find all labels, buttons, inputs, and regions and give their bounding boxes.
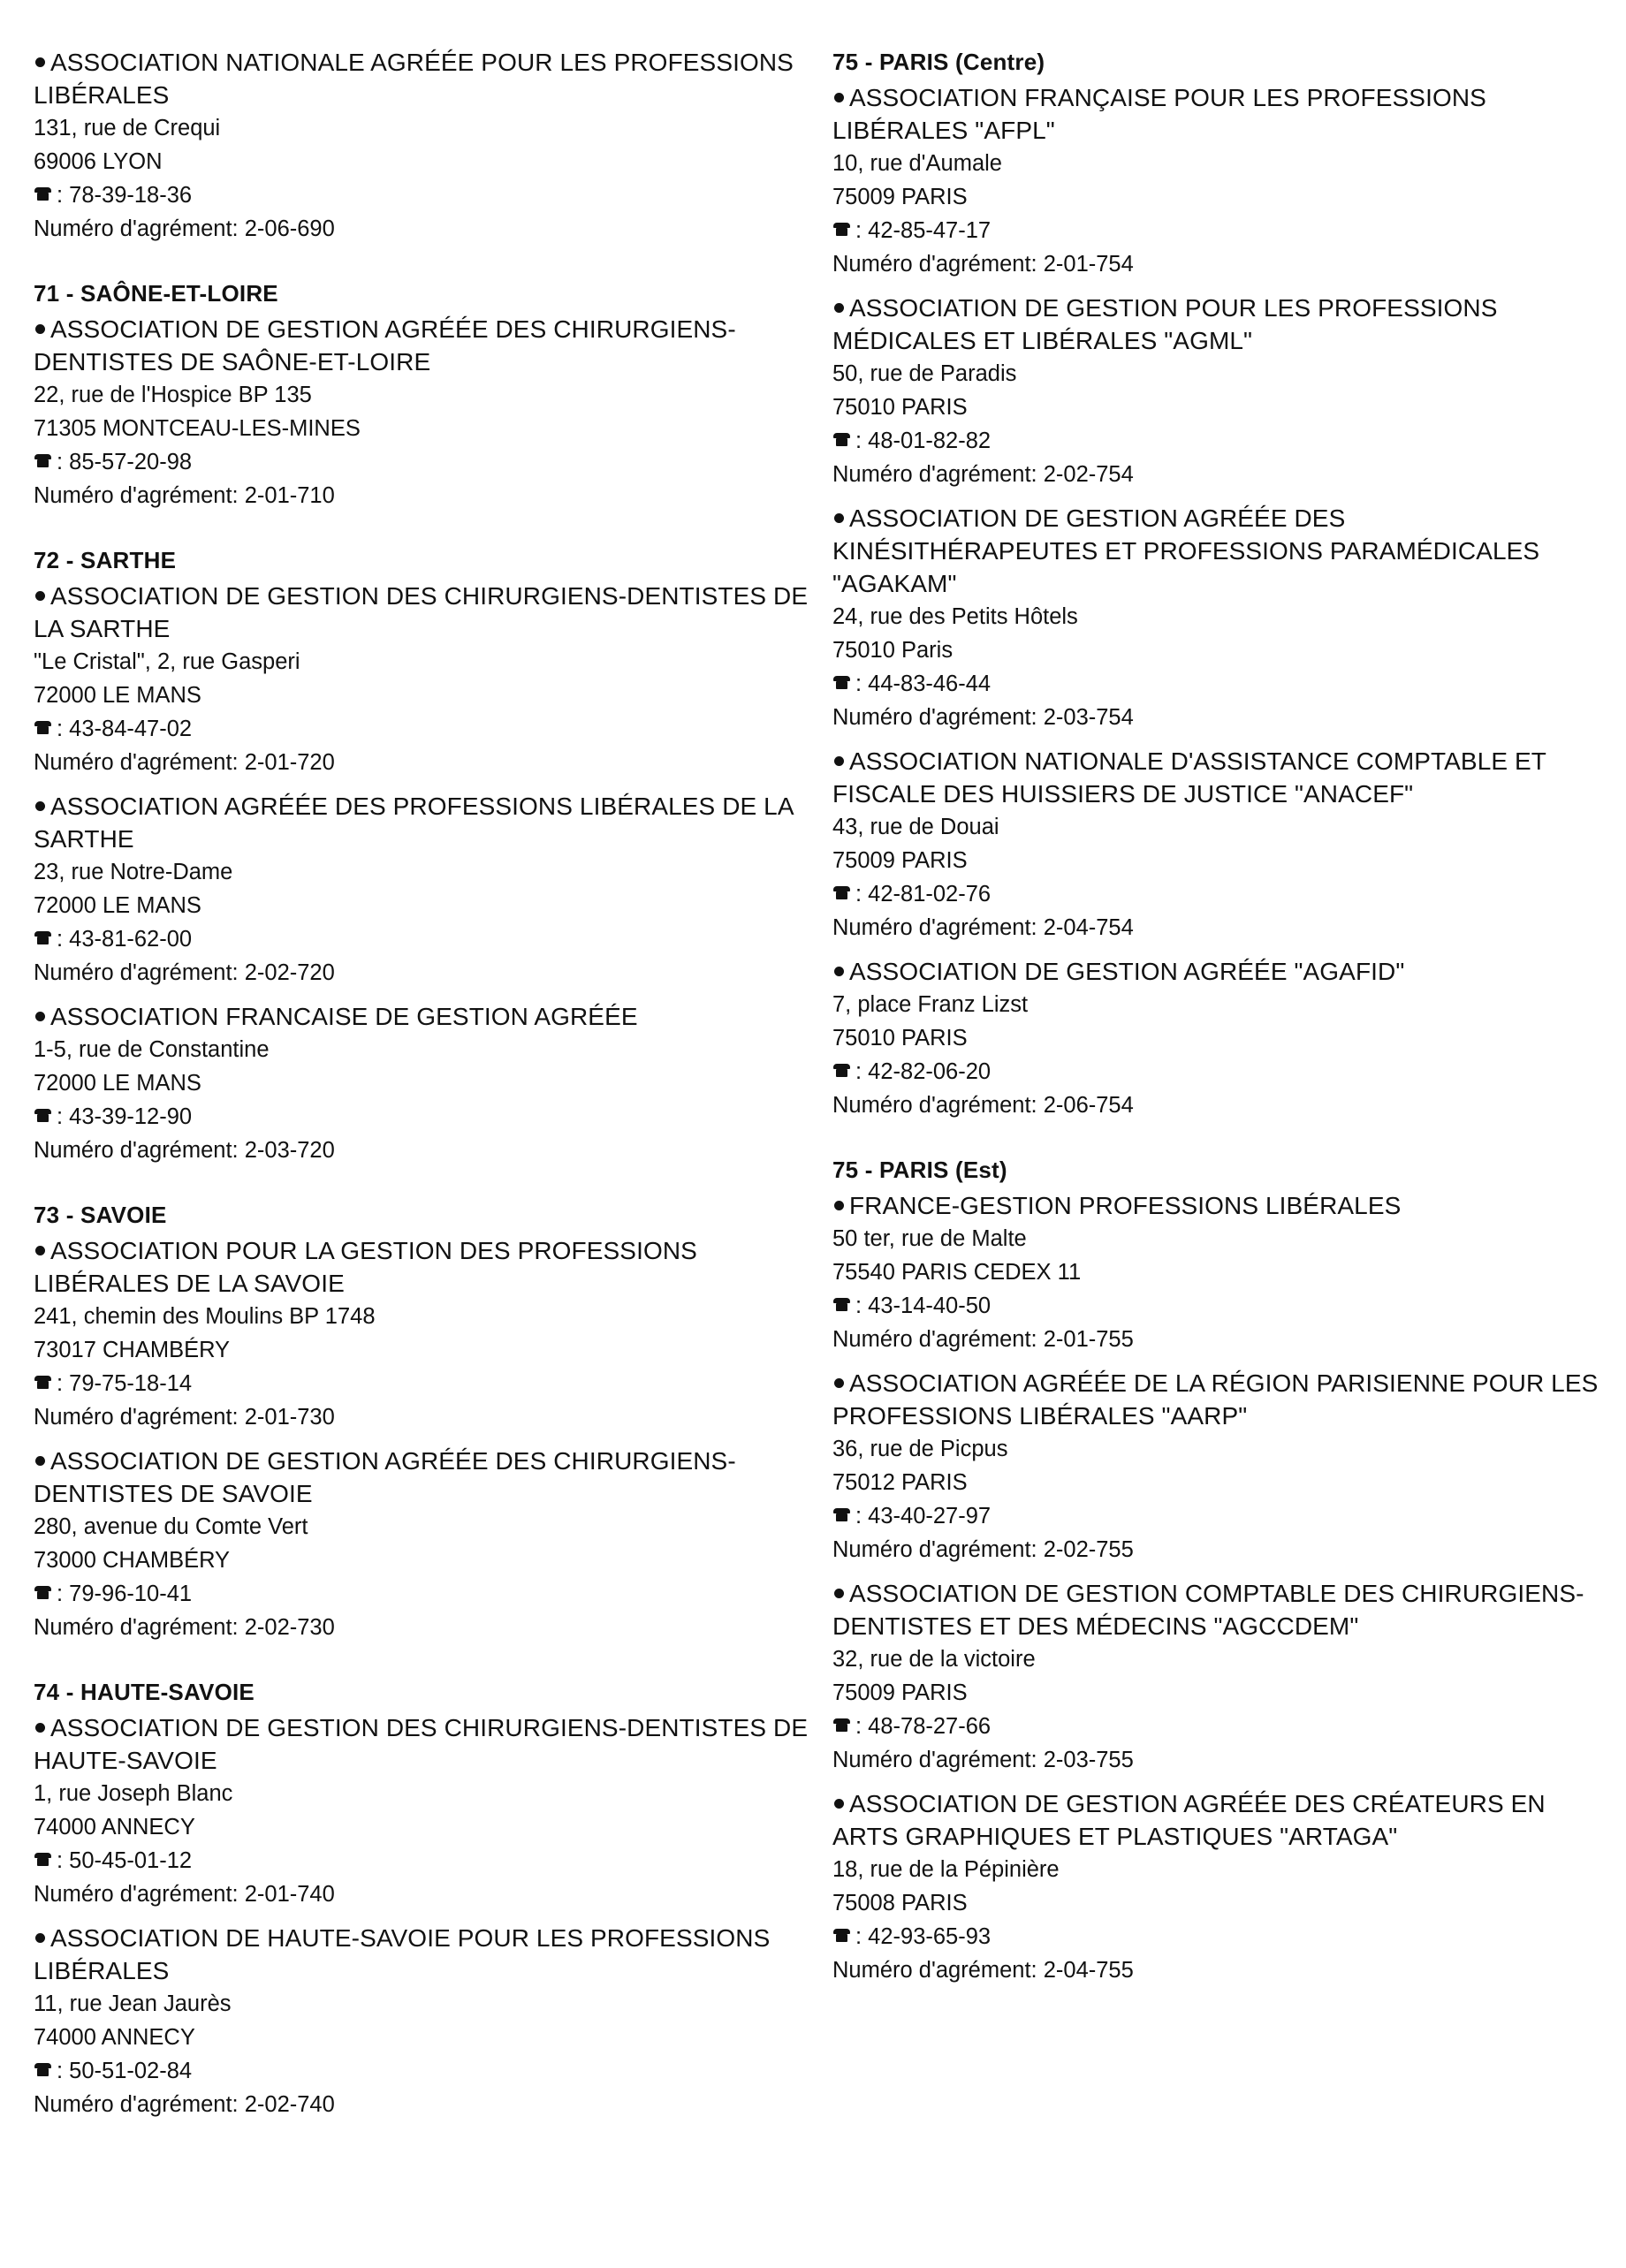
postal-city: 72000 LE MANS bbox=[34, 683, 201, 708]
association-name: ASSOCIATION DE GESTION COMPTABLE DES CHIRURGIENS-DENTISTES ET DES MÉDECINS "AGCCDEM" bbox=[832, 1580, 1584, 1640]
association-entry bbox=[832, 1577, 1610, 1777]
bullet-icon bbox=[35, 1456, 45, 1466]
bullet-icon bbox=[834, 93, 844, 102]
phone-number: : 79-96-10-41 bbox=[57, 1582, 193, 1606]
association-entry bbox=[832, 502, 1610, 734]
association-name-line bbox=[34, 1000, 811, 1033]
association-name-line bbox=[832, 955, 1610, 988]
phone-line bbox=[832, 1710, 1610, 1743]
agrement-number: Numéro d'agrément: 2-03-720 bbox=[34, 1138, 335, 1163]
association-entry bbox=[832, 745, 1610, 944]
association-name-line bbox=[832, 292, 1610, 357]
phone-number: : 43-39-12-90 bbox=[57, 1104, 193, 1129]
street-address: 10, rue d'Aumale bbox=[832, 151, 1002, 176]
department-section bbox=[34, 46, 811, 246]
phone-number: : 43-81-62-00 bbox=[57, 927, 193, 952]
association-name: ASSOCIATION DE GESTION AGRÉÉE DES CHIRURGIENS-DENTISTES DE SAVOIE bbox=[34, 1447, 736, 1507]
postal-city: 71305 MONTCEAU-LES-MINES bbox=[34, 416, 361, 441]
association-name: ASSOCIATION AGRÉÉE DES PROFESSIONS LIBÉRALES DE LA SARTHE bbox=[34, 793, 794, 853]
phone-line bbox=[832, 877, 1610, 911]
postal-city: 75010 PARIS bbox=[832, 1026, 968, 1051]
street-address: 50, rue de Paradis bbox=[832, 361, 1017, 386]
telephone-icon bbox=[34, 187, 51, 201]
bullet-icon bbox=[834, 967, 844, 976]
telephone-icon bbox=[34, 1853, 51, 1866]
street-address: 43, rue de Douai bbox=[832, 815, 999, 839]
association-entry bbox=[34, 46, 811, 246]
association-entry bbox=[34, 1445, 811, 1644]
phone-number: : 43-84-47-02 bbox=[57, 717, 193, 741]
phone-line bbox=[832, 1055, 1610, 1088]
agrement-number: Numéro d'agrément: 2-01-754 bbox=[832, 252, 1134, 277]
association-entry bbox=[34, 313, 811, 512]
agrement-number: Numéro d'agrément: 2-03-755 bbox=[832, 1748, 1134, 1772]
association-name: ASSOCIATION DE GESTION AGRÉÉE DES KINÉSITHÉRAPEUTES ET PROFESSIONS PARAMÉDICALES "AGAKAM" bbox=[832, 504, 1540, 597]
agrement-number: Numéro d'agrément: 2-01-720 bbox=[34, 750, 335, 775]
department-title: 72 - SARTHE bbox=[34, 547, 177, 573]
association-entry bbox=[832, 81, 1610, 281]
agrement-number: Numéro d'agrément: 2-02-740 bbox=[34, 2092, 335, 2117]
telephone-icon bbox=[34, 1109, 51, 1122]
department-section bbox=[832, 46, 1610, 1122]
telephone-icon bbox=[34, 721, 51, 734]
phone-number: : 48-78-27-66 bbox=[855, 1714, 992, 1739]
agrement-number: Numéro d'agrément: 2-02-755 bbox=[832, 1537, 1134, 1562]
bullet-icon bbox=[834, 303, 844, 313]
postal-city: 73000 CHAMBÉRY bbox=[34, 1548, 231, 1573]
association-name-line bbox=[34, 580, 811, 645]
telephone-icon bbox=[34, 931, 51, 944]
bullet-icon bbox=[35, 801, 45, 811]
association-name: ASSOCIATION DE GESTION POUR LES PROFESSIONS MÉDICALES ET LIBÉRALES "AGML" bbox=[832, 294, 1498, 354]
phone-number: : 85-57-20-98 bbox=[57, 450, 193, 474]
association-name-line bbox=[832, 1787, 1610, 1853]
association-name-line bbox=[34, 1711, 811, 1777]
agrement-number: Numéro d'agrément: 2-01-755 bbox=[832, 1327, 1134, 1352]
department-title: 74 - HAUTE-SAVOIE bbox=[34, 1679, 255, 1705]
phone-line bbox=[832, 667, 1610, 701]
phone-number: : 42-93-65-93 bbox=[855, 1924, 992, 1949]
telephone-icon bbox=[833, 223, 850, 236]
agrement-number: Numéro d'agrément: 2-04-754 bbox=[832, 915, 1134, 940]
bullet-icon bbox=[35, 1723, 45, 1733]
phone-line bbox=[34, 1844, 811, 1877]
postal-city: 75009 PARIS bbox=[832, 185, 968, 209]
street-address: 32, rue de la victoire bbox=[832, 1647, 1036, 1672]
street-address: 1, rue Joseph Blanc bbox=[34, 1781, 233, 1806]
entry-list bbox=[34, 1711, 811, 2121]
phone-line bbox=[832, 1920, 1610, 1953]
bullet-icon bbox=[35, 1933, 45, 1943]
bullet-icon bbox=[834, 1589, 844, 1598]
bullet-icon bbox=[834, 1378, 844, 1388]
bullet-icon bbox=[35, 1012, 45, 1021]
association-name-line bbox=[832, 81, 1610, 147]
bullet-icon bbox=[834, 513, 844, 523]
association-name-line bbox=[832, 1189, 1610, 1222]
association-entry bbox=[832, 1787, 1610, 1987]
association-name: ASSOCIATION DE HAUTE-SAVOIE POUR LES PROFESSIONS LIBÉRALES bbox=[34, 1924, 771, 1984]
department-section bbox=[34, 277, 811, 512]
telephone-icon bbox=[833, 1064, 850, 1077]
street-address: 24, rue des Petits Hôtels bbox=[832, 604, 1078, 629]
telephone-icon bbox=[833, 433, 850, 446]
phone-line bbox=[34, 178, 811, 212]
association-entry bbox=[832, 1189, 1610, 1356]
association-name-line bbox=[34, 1922, 811, 1987]
phone-number: : 78-39-18-36 bbox=[57, 183, 193, 208]
postal-city: 75009 PARIS bbox=[832, 1680, 968, 1705]
association-entry bbox=[832, 955, 1610, 1122]
postal-city: 74000 ANNECY bbox=[34, 2025, 195, 2050]
entry-list bbox=[34, 580, 811, 1167]
street-address: 131, rue de Crequi bbox=[34, 116, 221, 140]
street-address: 18, rue de la Pépinière bbox=[832, 1857, 1060, 1882]
phone-number: : 44-83-46-44 bbox=[855, 671, 992, 696]
right-column bbox=[832, 46, 1610, 1987]
association-entry bbox=[34, 580, 811, 779]
association-name: ASSOCIATION DE GESTION AGRÉÉE DES CRÉATEURS EN ARTS GRAPHIQUES ET PLASTIQUES "ARTAGA" bbox=[832, 1790, 1546, 1850]
bullet-icon bbox=[834, 1201, 844, 1210]
department-section bbox=[34, 544, 811, 1167]
department-title: 75 - PARIS (Est) bbox=[832, 1157, 1007, 1183]
association-name-line bbox=[34, 790, 811, 855]
bullet-icon bbox=[35, 1246, 45, 1255]
postal-city: 74000 ANNECY bbox=[34, 1815, 195, 1839]
phone-number: : 43-14-40-50 bbox=[855, 1293, 992, 1318]
telephone-icon bbox=[34, 2063, 51, 2076]
bullet-icon bbox=[35, 324, 45, 334]
postal-city: 75010 PARIS bbox=[832, 395, 968, 420]
association-name: ASSOCIATION FRANÇAISE POUR LES PROFESSIONS LIBÉRALES "AFPL" bbox=[832, 84, 1486, 144]
bullet-icon bbox=[35, 591, 45, 601]
phone-number: : 50-51-02-84 bbox=[57, 2059, 193, 2083]
postal-city: 69006 LYON bbox=[34, 149, 163, 174]
postal-city: 75012 PARIS bbox=[832, 1470, 968, 1495]
postal-city: 75010 Paris bbox=[832, 638, 954, 663]
association-name: ASSOCIATION DE GESTION DES CHIRURGIENS-DENTISTES DE HAUTE-SAVOIE bbox=[34, 1714, 809, 1774]
association-name-line bbox=[832, 502, 1610, 600]
association-name-line bbox=[34, 1445, 811, 1510]
association-name: ASSOCIATION NATIONALE D'ASSISTANCE COMPTABLE ET FISCALE DES HUISSIERS DE JUSTICE "ANACEF" bbox=[832, 747, 1546, 808]
agrement-number: Numéro d'agrément: 2-02-730 bbox=[34, 1615, 335, 1640]
phone-line bbox=[34, 1100, 811, 1134]
association-entry bbox=[832, 292, 1610, 491]
association-name: ASSOCIATION AGRÉÉE DE LA RÉGION PARISIENNE POUR LES PROFESSIONS LIBÉRALES "AARP" bbox=[832, 1369, 1599, 1430]
telephone-icon bbox=[833, 1508, 850, 1521]
association-entry bbox=[34, 1000, 811, 1167]
agrement-number: Numéro d'agrément: 2-03-754 bbox=[832, 705, 1134, 730]
phone-line bbox=[832, 1289, 1610, 1323]
association-name-line bbox=[832, 745, 1610, 810]
association-entry bbox=[832, 1367, 1610, 1566]
street-address: 22, rue de l'Hospice BP 135 bbox=[34, 383, 312, 407]
postal-city: 72000 LE MANS bbox=[34, 1071, 201, 1096]
association-name-line bbox=[34, 46, 811, 111]
association-entry bbox=[34, 1922, 811, 2121]
postal-city: 73017 CHAMBÉRY bbox=[34, 1338, 231, 1362]
agrement-number: Numéro d'agrément: 2-01-710 bbox=[34, 483, 335, 508]
department-title: 71 - SAÔNE-ET-LOIRE bbox=[34, 280, 278, 307]
phone-number: : 42-85-47-17 bbox=[855, 218, 992, 243]
association-name: ASSOCIATION DE GESTION AGRÉÉE DES CHIRURGIENS-DENTISTES DE SAÔNE-ET-LOIRE bbox=[34, 315, 736, 375]
entry-list bbox=[34, 1234, 811, 1644]
phone-number: : 42-82-06-20 bbox=[855, 1059, 992, 1084]
phone-number: : 43-40-27-97 bbox=[855, 1504, 992, 1528]
phone-number: : 48-01-82-82 bbox=[855, 429, 992, 453]
phone-number: : 42-81-02-76 bbox=[855, 882, 992, 906]
telephone-icon bbox=[34, 1586, 51, 1599]
phone-line bbox=[34, 712, 811, 746]
phone-line bbox=[34, 1577, 811, 1611]
association-name: FRANCE-GESTION PROFESSIONS LIBÉRALES bbox=[849, 1192, 1402, 1219]
postal-city: 75540 PARIS CEDEX 11 bbox=[832, 1260, 1082, 1285]
association-name: ASSOCIATION POUR LA GESTION DES PROFESSIONS LIBÉRALES DE LA SAVOIE bbox=[34, 1237, 697, 1297]
agrement-number: Numéro d'agrément: 2-01-730 bbox=[34, 1405, 335, 1430]
left-column bbox=[34, 46, 811, 2121]
association-name: ASSOCIATION DE GESTION AGRÉÉE "AGAFID" bbox=[849, 958, 1405, 985]
entry-list bbox=[34, 46, 811, 246]
phone-line bbox=[832, 214, 1610, 247]
telephone-icon bbox=[833, 886, 850, 899]
agrement-number: Numéro d'agrément: 2-04-755 bbox=[832, 1958, 1134, 1983]
postal-city: 72000 LE MANS bbox=[34, 893, 201, 918]
street-address: "Le Cristal", 2, rue Gasperi bbox=[34, 649, 300, 674]
association-entry bbox=[34, 790, 811, 990]
telephone-icon bbox=[833, 1298, 850, 1311]
department-title: 75 - PARIS (Centre) bbox=[832, 49, 1045, 75]
street-address: 36, rue de Picpus bbox=[832, 1437, 1008, 1461]
department-title: 73 - SAVOIE bbox=[34, 1202, 167, 1228]
street-address: 241, chemin des Moulins BP 1748 bbox=[34, 1304, 376, 1329]
association-name: ASSOCIATION DE GESTION DES CHIRURGIENS-DENTISTES DE LA SARTHE bbox=[34, 582, 809, 642]
agrement-number: Numéro d'agrément: 2-02-754 bbox=[832, 462, 1134, 487]
street-address: 1-5, rue de Constantine bbox=[34, 1037, 270, 1062]
department-section bbox=[34, 1199, 811, 1644]
telephone-icon bbox=[34, 454, 51, 467]
street-address: 11, rue Jean Jaurès bbox=[34, 1991, 232, 2016]
entry-list bbox=[832, 1189, 1610, 1987]
postal-city: 75008 PARIS bbox=[832, 1891, 968, 1915]
association-name-line bbox=[832, 1367, 1610, 1432]
street-address: 23, rue Notre-Dame bbox=[34, 860, 233, 884]
postal-city: 75009 PARIS bbox=[832, 848, 968, 873]
agrement-number: Numéro d'agrément: 2-02-720 bbox=[34, 960, 335, 985]
phone-line bbox=[34, 445, 811, 479]
association-name: ASSOCIATION FRANCAISE DE GESTION AGRÉÉE bbox=[50, 1003, 638, 1030]
phone-line bbox=[832, 1499, 1610, 1533]
phone-line bbox=[34, 922, 811, 956]
agrement-number: Numéro d'agrément: 2-01-740 bbox=[34, 1882, 335, 1907]
phone-number: : 79-75-18-14 bbox=[57, 1371, 193, 1396]
department-section bbox=[832, 1154, 1610, 1987]
telephone-icon bbox=[833, 1929, 850, 1942]
street-address: 280, avenue du Comte Vert bbox=[34, 1514, 308, 1539]
phone-line bbox=[34, 1367, 811, 1400]
telephone-icon bbox=[833, 676, 850, 689]
bullet-icon bbox=[35, 57, 45, 67]
phone-line bbox=[832, 424, 1610, 458]
association-name-line bbox=[34, 1234, 811, 1300]
phone-number: : 50-45-01-12 bbox=[57, 1848, 193, 1873]
entry-list bbox=[832, 81, 1610, 1122]
telephone-icon bbox=[34, 1376, 51, 1389]
association-name-line bbox=[832, 1577, 1610, 1642]
association-entry bbox=[34, 1711, 811, 1911]
phone-line bbox=[34, 2054, 811, 2088]
entry-list bbox=[34, 313, 811, 512]
association-name: ASSOCIATION NATIONALE AGRÉÉE POUR LES PROFESSIONS LIBÉRALES bbox=[34, 49, 794, 109]
association-name-line bbox=[34, 313, 811, 378]
bullet-icon bbox=[834, 756, 844, 766]
bullet-icon bbox=[834, 1799, 844, 1809]
street-address: 50 ter, rue de Malte bbox=[832, 1226, 1027, 1251]
association-entry bbox=[34, 1234, 811, 1434]
telephone-icon bbox=[833, 1718, 850, 1732]
department-section bbox=[34, 1676, 811, 2121]
street-address: 7, place Franz Lizst bbox=[832, 992, 1029, 1017]
agrement-number: Numéro d'agrément: 2-06-754 bbox=[832, 1093, 1134, 1118]
agrement-number: Numéro d'agrément: 2-06-690 bbox=[34, 216, 335, 241]
